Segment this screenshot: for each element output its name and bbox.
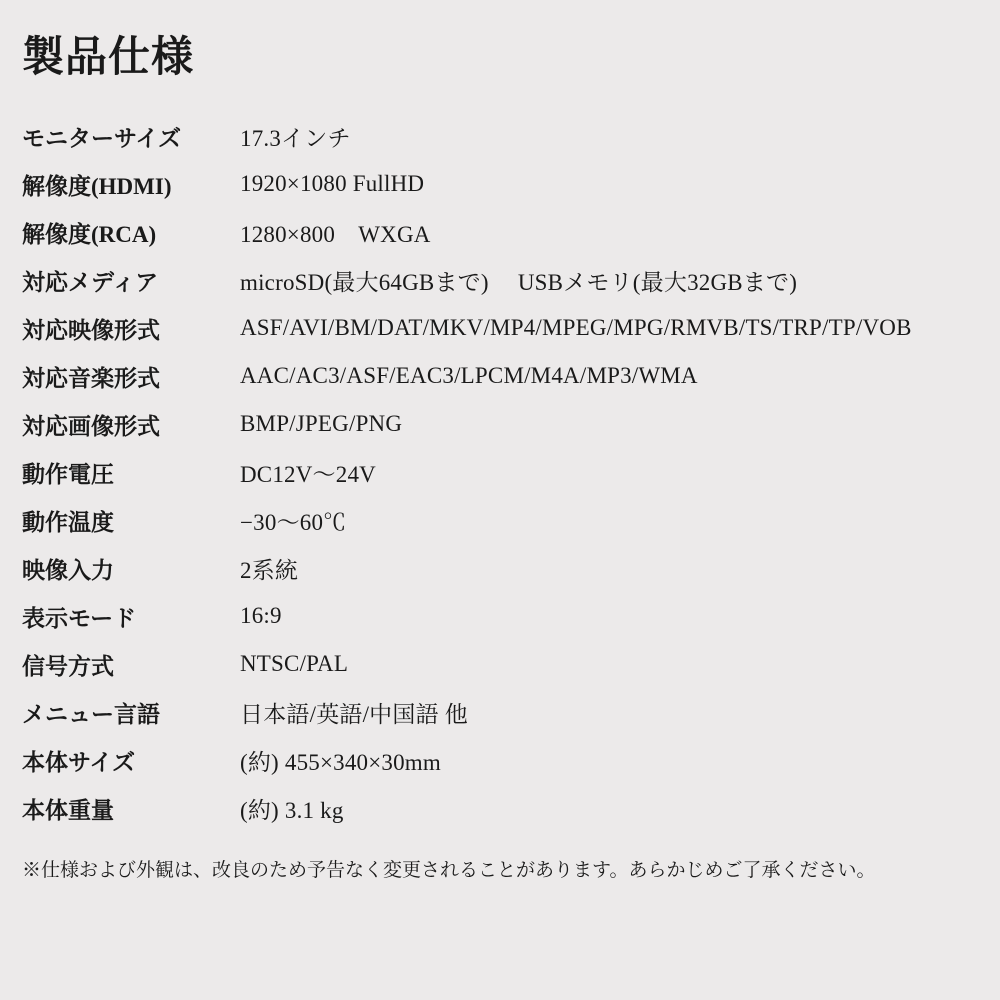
table-row	[22, 112, 982, 160]
table-row	[22, 640, 982, 688]
spec-value: BMP/JPEG/PNG	[240, 411, 403, 437]
table-row	[22, 688, 982, 736]
spec-value: microSD(最大64GBまで) USBメモリ(最大32GBまで)	[240, 269, 798, 295]
spec-value: DC12V〜24V	[240, 461, 376, 487]
spec-label: 対応映像形式	[22, 317, 160, 343]
spec-label: モニターサイズ	[22, 125, 182, 151]
table-row	[22, 304, 982, 352]
spec-value: 1280×800 WXGA	[240, 221, 431, 247]
specifications-table	[22, 112, 982, 832]
spec-value: 1920×1080 FullHD	[240, 171, 425, 197]
spec-label: 対応メディア	[22, 269, 159, 295]
spec-label: 信号方式	[22, 653, 114, 679]
table-row	[22, 208, 982, 256]
table-row	[22, 496, 982, 544]
spec-label: 表示モード	[22, 605, 137, 631]
page-title: 製品仕様	[22, 35, 195, 81]
table-row	[22, 160, 982, 208]
spec-label: 解像度(RCA)	[22, 221, 157, 247]
spec-label: 動作電圧	[22, 461, 114, 487]
spec-value: 2系統	[240, 557, 299, 583]
specifications-table-body	[22, 112, 982, 832]
table-row	[22, 256, 982, 304]
spec-value: 日本語/英語/中国語 他	[240, 701, 468, 727]
table-row	[22, 400, 982, 448]
spec-label: 映像入力	[22, 557, 114, 583]
spec-label: メニュー言語	[22, 701, 160, 727]
spec-value: −30〜60℃	[240, 509, 347, 535]
table-row	[22, 784, 982, 832]
spec-label: 対応音楽形式	[22, 365, 160, 391]
spec-value: 16:9	[240, 603, 282, 629]
spec-label: 動作温度	[22, 509, 114, 535]
spec-label: 本体重量	[22, 797, 114, 823]
table-row	[22, 736, 982, 784]
spec-value: 17.3インチ	[240, 125, 351, 151]
spec-value: (約) 455×340×30mm	[240, 749, 441, 775]
disclaimer-note: ※仕様および外観は、改良のため予告なく変更されることがあります。あらかじめご了承ください。	[22, 860, 876, 882]
spec-label: 本体サイズ	[22, 749, 136, 775]
spec-value: (約) 3.1 kg	[240, 797, 344, 823]
table-row	[22, 544, 982, 592]
table-row	[22, 448, 982, 496]
table-row	[22, 592, 982, 640]
table-row	[22, 352, 982, 400]
spec-label: 解像度(HDMI)	[22, 173, 172, 199]
spec-value: AAC/AC3/ASF/EAC3/LPCM/M4A/MP3/WMA	[240, 363, 698, 389]
spec-value: NTSC/PAL	[240, 651, 349, 677]
spec-value: ASF/AVI/BM/DAT/MKV/MP4/MPEG/MPG/RMVB/TS/TRP/TP/VOB	[240, 315, 912, 341]
spec-label: 対応画像形式	[22, 413, 160, 439]
